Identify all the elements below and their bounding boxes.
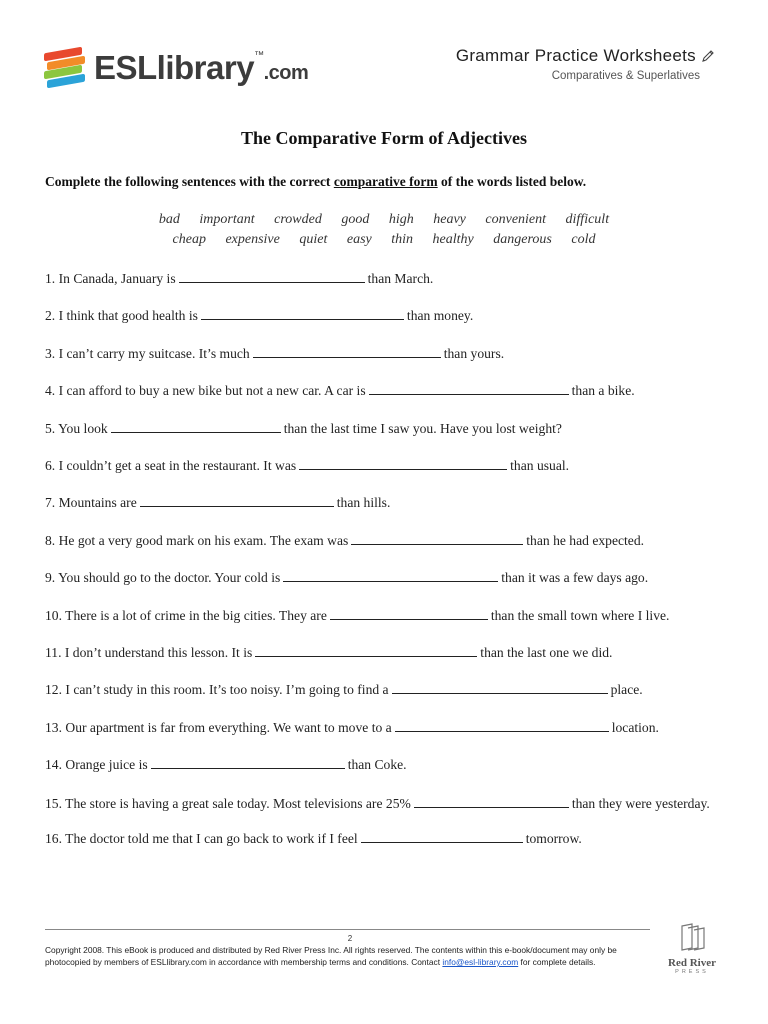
footer-divider [45,929,650,930]
question-item: 4. I can afford to buy a new bike but not a new car. A car is than a bike. [45,383,635,399]
question-item: 2. I think that good health is than money. [45,308,474,324]
logo-wordmark: ESLlibrary™.com [94,48,309,86]
word-bank-row-1 [0,212,768,228]
word-bank-word: high [388,212,414,227]
question-item: 3. I can’t carry my suitcase. It’s much than yours. [45,345,505,361]
question-item: 16. The doctor told me that I can go back to work if I feel tomorrow. [45,831,582,847]
esl-library-logo [44,44,308,90]
instructions: Complete the following sentences with the correct comparative form of the words listed below. [45,174,587,189]
question-item: 15. The store is having a great sale today. Most televisions are 25% than they were yesterday. [45,796,710,812]
word-bank-word: expensive [225,232,280,247]
word-bank-word: convenient [485,212,547,227]
question-item: 10. There is a lot of crime in the big cities. They are than the small town where I live. [45,607,670,623]
question-item: 1. In Canada, January is than March. [45,271,434,286]
answer-blank[interactable] [201,308,404,320]
question-item: 6. I couldn’t get a seat in the restaurant. It was than usual. [45,457,570,473]
worksheet-series-header [456,46,716,82]
answer-blank[interactable] [253,346,441,358]
red-river-books-icon [674,922,710,952]
answer-blank[interactable] [283,570,498,582]
word-bank-word: cheap [172,232,206,247]
instructions-emphasis: comparative form [333,174,438,189]
question-item: 13. Our apartment is far from everything. We want to move to a location. [45,719,659,735]
question-list [45,271,735,869]
answer-blank[interactable] [151,757,345,769]
answer-blank[interactable] [330,608,488,620]
answer-blank[interactable] [395,720,609,732]
answer-blank[interactable] [179,271,365,283]
word-bank-word: cold [571,232,596,247]
publisher-name: Red River [668,957,716,969]
word-bank-word: important [199,212,255,227]
series-title: Grammar Practice Worksheets [456,46,716,66]
word-bank-row-2 [0,232,768,248]
word-bank-word: heavy [433,212,466,227]
word-bank-word: healthy [432,232,474,247]
red-river-press-logo [664,922,720,974]
answer-blank[interactable] [414,796,569,808]
answer-blank[interactable] [392,682,608,694]
question-item: 8. He got a very good mark on his exam. The exam was than he had expected. [45,532,645,548]
answer-blank[interactable] [369,383,569,395]
answer-blank[interactable] [255,645,477,657]
word-bank-word: difficult [565,212,610,227]
word-bank-word: bad [158,212,180,227]
word-bank-word: dangerous [493,232,552,247]
answer-blank[interactable] [299,458,507,470]
word-bank-word: easy [346,232,372,247]
worksheet-title: The Comparative Form of Adjectives [241,128,527,148]
answer-blank[interactable] [111,421,281,433]
books-logo-icon [44,46,88,88]
pencil-icon [700,48,716,64]
question-item: 14. Orange juice is than Coke. [45,757,407,773]
word-bank-word: crowded [274,212,322,227]
page-number: 2 [347,934,353,943]
answer-blank[interactable] [140,495,334,507]
series-subtitle: Comparatives & Superlatives [551,70,700,82]
question-item: 7. Mountains are than hills. [45,495,391,511]
answer-blank[interactable] [361,831,523,843]
word-bank-word: quiet [299,232,328,247]
question-item: 12. I can’t study in this room. It’s too noisy. I’m going to find a place. [45,682,643,698]
word-bank-word: thin [391,232,414,247]
copyright-notice: Copyright 2008. This eBook is produced and distributed by Red River Press Inc. All rights reserved. The contents within this e-book/document may only be photocopied by members of ESLlibrary.com in accordance with membership terms and conditions. Contact info@esl-library.com for complete details. [45,945,617,967]
question-item: 11. I don’t understand this lesson. It is than the last one we did. [45,644,613,660]
answer-blank[interactable] [351,533,523,545]
publisher-subtitle: PRESS [675,969,709,975]
question-item: 9. You should go to the doctor. Your cold is than it was a few days ago. [45,570,649,586]
word-bank-word: good [341,212,370,227]
question-item: 5. You look than the last time I saw you. Have you lost weight? [45,420,562,436]
contact-email-link[interactable]: info@esl-library.com [442,957,519,967]
